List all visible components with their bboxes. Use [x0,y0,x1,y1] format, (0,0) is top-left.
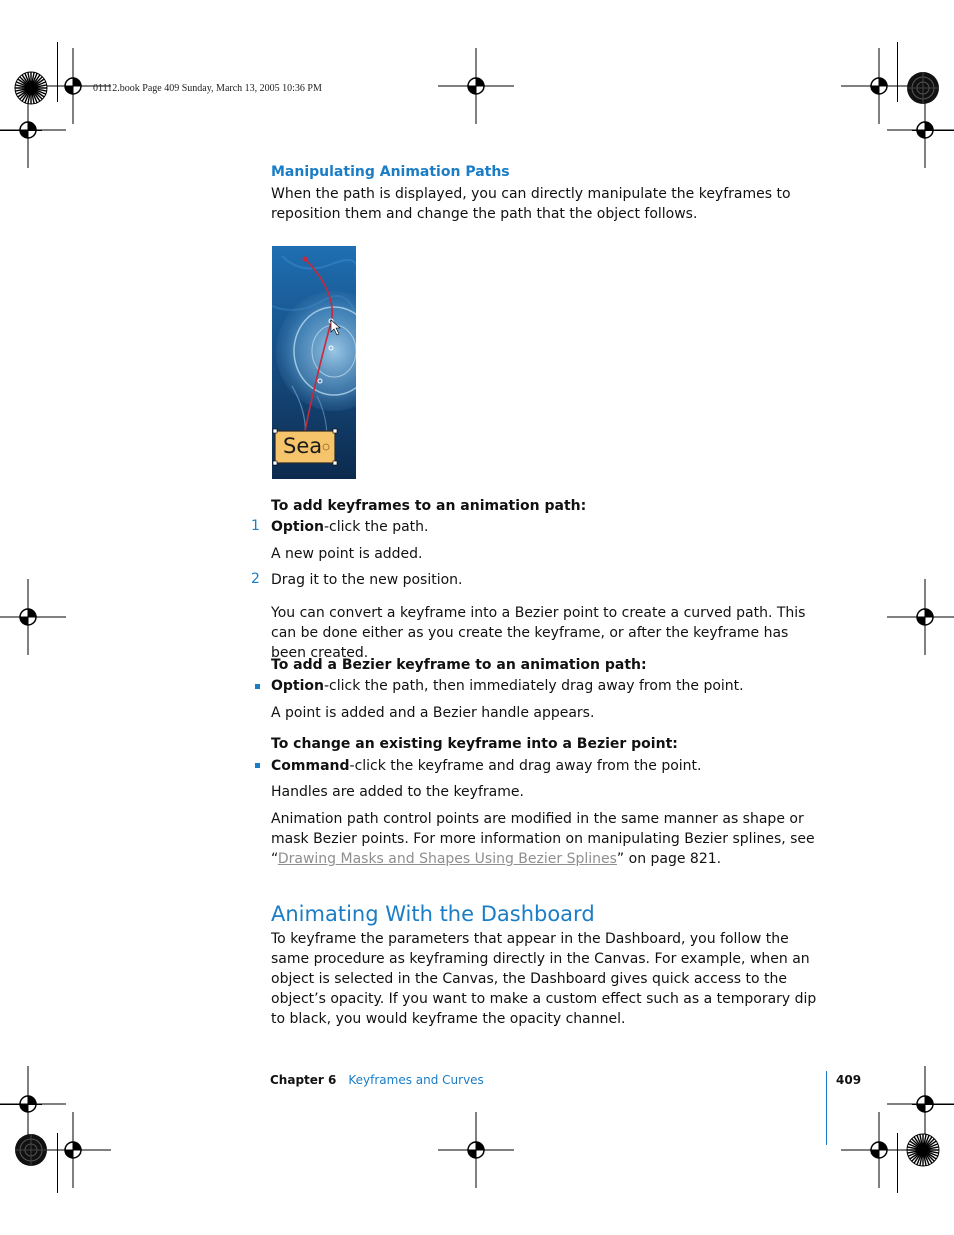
step-rest: -click the path. [324,519,429,535]
selection-handle [273,461,277,465]
procedure-heading: To add keyframes to an animation path: [271,498,587,514]
procedure-heading: To add a Bezier keyframe to an animation path: [271,657,647,673]
procedure-heading: To change an existing keyframe into a Bezier point: [271,736,678,752]
paragraph-text: Animation path control points are modified in the same manner as shape or mask Bezier points. For more information on manipulating Bezier splines, see “ [271,811,815,867]
intro-paragraph: When the path is displayed, you can directly manipulate the keyframes to reposition them and change the path that the object follows. [271,186,791,222]
chapter-title: Keyframes and Curves [348,1073,484,1087]
bullet-rest: -click the path, then immediately drag away from the point. [324,678,744,694]
control-points-paragraph [271,809,831,869]
bullet-result: A point is added and a Bezier handle appears. [271,705,595,721]
bullet-result: Handles are added to the keyframe. [271,784,524,800]
cross-reference-link[interactable]: Drawing Masks and Shapes Using Bezier Splines [277,851,617,867]
bullet-rest: -click the keyframe and drag away from the point. [349,758,702,774]
modifier-key: Option [271,519,324,535]
bullet-icon [255,684,260,689]
keyframe-point [303,257,308,262]
figure-canvas [272,246,356,479]
paragraph-text: ” on page 821. [616,851,722,867]
chapter-label: Chapter 6 [270,1073,337,1087]
dashboard-paragraph: To keyframe the parameters that appear in the Dashboard, you follow the same procedure as keyframing directly in the Canvas. For example, when an object is selected in the Canvas, the Dashboard gives quick access to the object’s opacity. If you want to make a custom effect such as a temporary dip to black, you would keyframe the opacity channel. [271,931,817,1027]
printer-line: 01112.book Page 409 Sunday, March 13, 2005 10:36 PM [93,83,322,94]
bezier-paragraph: You can convert a keyframe into a Bezier point to create a curved path. This can be done either as you create the keyframe, or after the keyframe has been created. [271,605,806,661]
section-heading: Animating With the Dashboard [271,902,595,926]
footer-rule [826,1071,827,1145]
step-number: 1 [251,518,260,534]
step-number: 2 [251,571,260,587]
bullet-text [271,676,744,696]
selection-handle [333,429,337,433]
footer-chapter [270,1073,484,1087]
bullet-text [271,756,702,776]
selection-handle [333,461,337,465]
subheading: Manipulating Animation Paths [271,164,510,180]
modifier-key: Command [271,758,350,774]
page-number: 409 [836,1073,862,1087]
modifier-key: Option [271,678,324,694]
step-result: A new point is added. [271,546,423,562]
selection-handle [273,429,277,433]
step-text [271,517,429,537]
title-box-text: Sea [283,434,323,458]
step-text: Drag it to the new position. [271,572,463,588]
bullet-icon [255,763,260,768]
